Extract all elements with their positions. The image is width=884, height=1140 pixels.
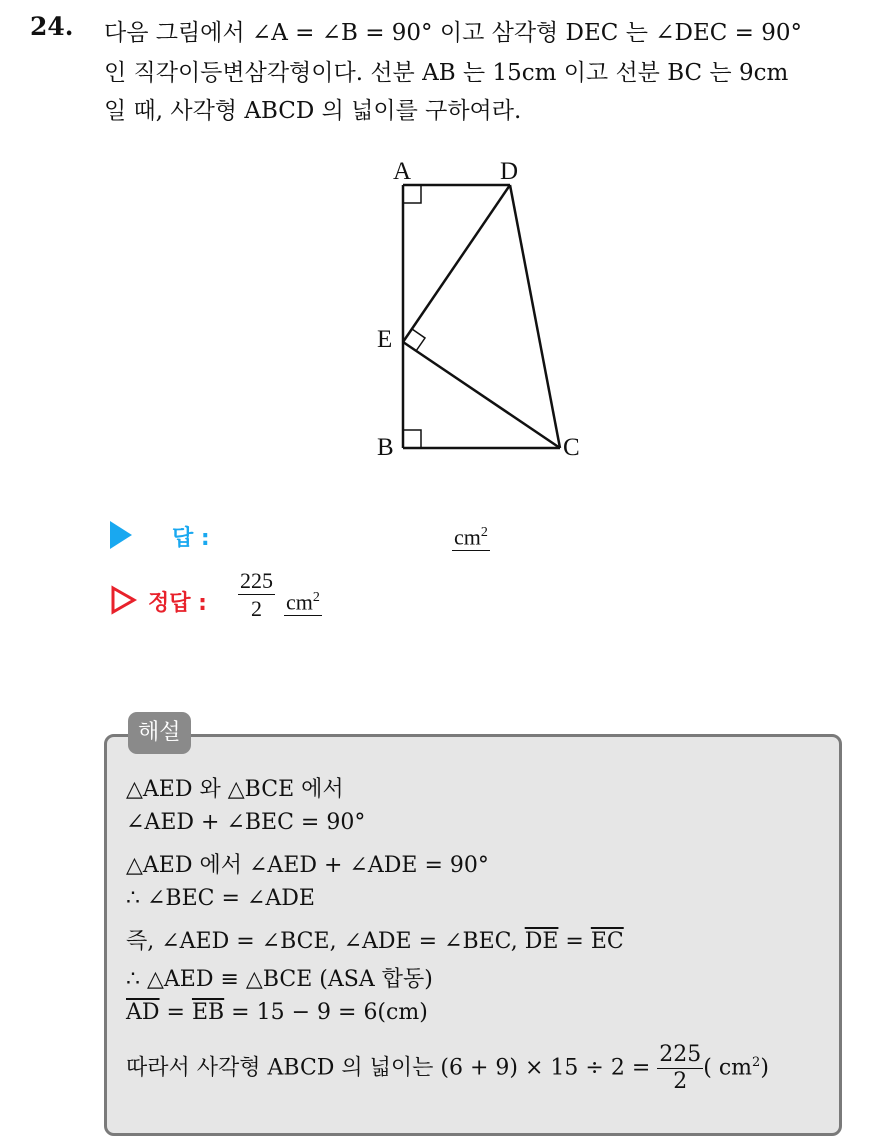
geometry-figure xyxy=(0,0,884,500)
segment-ed xyxy=(403,185,510,342)
answer-arrow-icon xyxy=(110,521,132,549)
label-b: B xyxy=(377,434,394,461)
solution-line-8: 따라서 사각형 ABCD 의 넓이는 (6 + 9) × 15 ÷ 2 = $\frac{225}{2}$ ( $cm^2$) xyxy=(126,1042,769,1094)
answer-label: 답 : xyxy=(172,526,210,551)
solution-line-1: △AED 와 △BCE 에서 xyxy=(126,777,344,802)
question-number: 24. xyxy=(30,12,74,41)
solution-tag: 해설 xyxy=(128,712,191,754)
solution-line-3: △AED 에서 ∠AED + ∠ADE = 90° xyxy=(126,853,489,878)
segment-dc xyxy=(510,185,560,448)
label-d: D xyxy=(500,158,519,185)
right-angle-mark-b xyxy=(403,430,421,448)
label-e: E xyxy=(377,326,393,353)
correct-fraction: $\frac{225}{2}$ xyxy=(240,568,273,621)
question-line-1: 다음 그림에서 ∠A = ∠B = 90° 이고 삼각형 DEC 는 ∠DEC = 90° xyxy=(104,20,802,46)
question-line-2: 인 직각이등변삼각형이다. 선분 AB 는 15cm 이고 선분 BC 는 9cm xyxy=(104,60,789,86)
solution-line-7: $\overline{AD} = \overline{EB} = 15 - 9 = 6(cm)$ xyxy=(126,1000,428,1025)
solution-line-6: ∴ △AED ≡ △BCE (ASA 합동) xyxy=(126,967,433,992)
right-angle-mark-a xyxy=(403,185,421,203)
correct-arrow-icon xyxy=(110,585,138,615)
correct-label: 정답 : xyxy=(148,591,207,616)
solution-line-4: ∴ ∠BEC = ∠ADE xyxy=(126,886,315,911)
right-angle-mark-e xyxy=(412,329,425,351)
solution-line-5: 즉, ∠AED = ∠BCE, ∠ADE = ∠BEC, $\overline{DE} = \overline{EC}$ xyxy=(126,929,624,954)
solution-line-2: ∠AED + ∠BEC = 90° xyxy=(126,810,366,835)
answer-unit: $cm^2$ xyxy=(452,521,490,551)
solution-fraction: $\frac{225}{2}$ xyxy=(659,1042,702,1094)
label-c: C xyxy=(563,434,580,461)
label-a: A xyxy=(393,158,412,185)
question-line-3: 일 때, 사각형 ABCD 의 넓이를 구하여라. xyxy=(104,98,522,124)
correct-unit: $cm^2$ xyxy=(284,586,322,616)
segment-ec xyxy=(403,342,560,448)
